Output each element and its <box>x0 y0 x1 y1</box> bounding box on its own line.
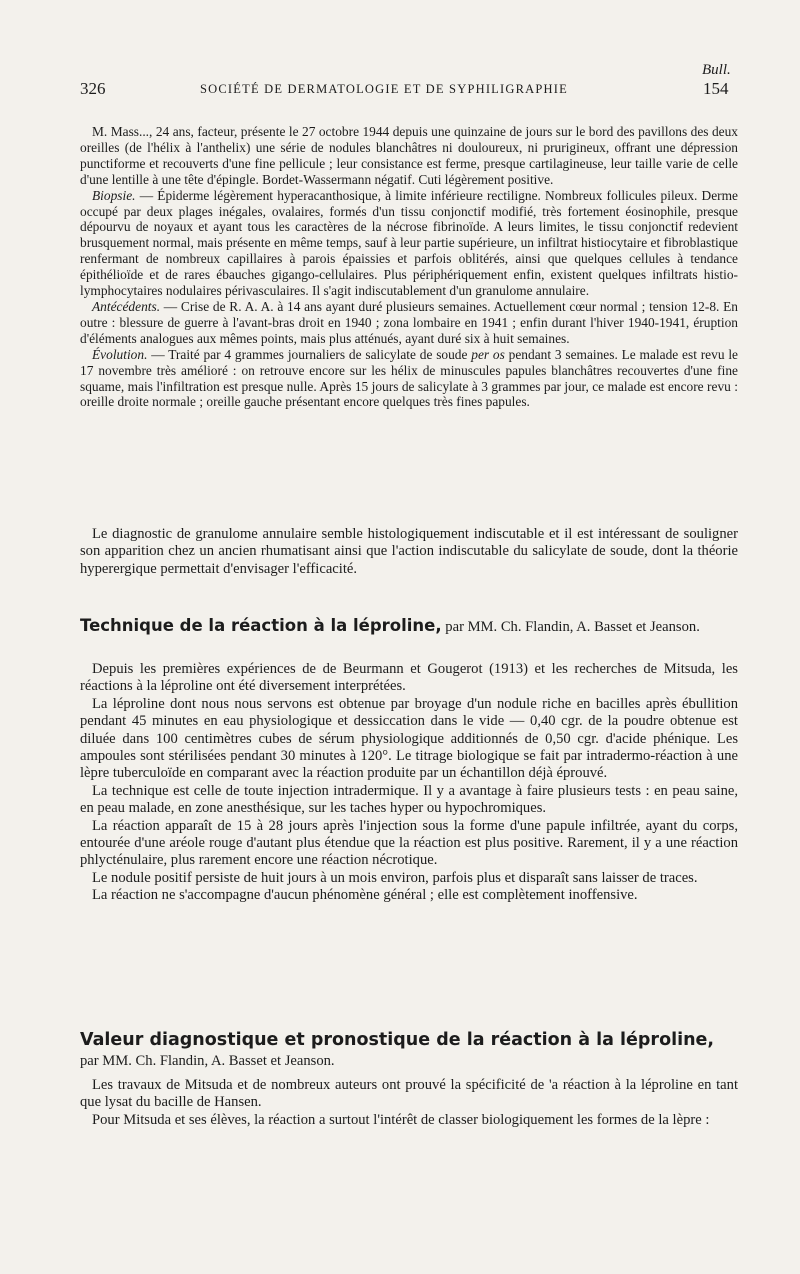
bulletin-label: Bull. <box>702 62 731 78</box>
running-header: SOCIÉTÉ DE DERMATOLOGIE ET DE SYPHILIGRAPHIE <box>200 82 568 96</box>
evolution-text-a: — Traité par 4 grammes journaliers de salicylate de soude <box>147 346 472 362</box>
article1-paragraph: La réaction apparaît de 15 à 28 jours après l'injection sous la forme d'une papule infiltrée, ayant du corps, entourée d'une aréole rouge d'autant plus étendue que la réaction est plus positive. Rarement, il y a une réaction phlycténulaire, plus rarement encore une réaction nécrotique. <box>80 817 738 869</box>
evolution-label: Évolution. <box>92 346 148 362</box>
evolution-paragraph <box>80 347 738 411</box>
case-report <box>80 124 738 410</box>
biopsy-label: Biopsie. <box>92 187 136 203</box>
article1-body <box>80 661 738 905</box>
article1-authors: par MM. Ch. Flandin, A. Basset et Jeanson. <box>441 619 700 635</box>
history-text: — Crise de R. A. A. à 14 ans ayant duré plusieurs semaines. Actuellement cœur normal ; tension 12-8. En outre : blessure de guerre à l'avant-bras droit en 1940 ; zona lombaire en 1941 ; enfin durant l'hiver 1940-1941, éruption d'éléments analogues aux mêmes points, mais plus atténués, ayant duré six à huit semaines. <box>80 298 738 346</box>
article1-heading <box>80 616 738 637</box>
biopsy-paragraph <box>80 188 738 299</box>
article1-title: Technique de la réaction à la léproline, <box>80 616 442 635</box>
article1-paragraph: La réaction ne s'accompagne d'aucun phénomène général ; elle est complètement inoffensive. <box>92 887 638 904</box>
article2-paragraph: Pour Mitsuda et ses élèves, la réaction a surtout l'intérêt de classer biologiquement les formes de la lèpre : <box>92 1111 710 1128</box>
conclusion <box>80 526 738 578</box>
page-number: 326 <box>80 79 106 98</box>
evolution-latin: per os <box>471 346 505 362</box>
article2-paragraph: Les travaux de Mitsuda et de nombreux auteurs ont prouvé la spécificité de 'a réaction à la léproline en tant que lysat du bacille de Hansen. <box>80 1077 738 1111</box>
article1-paragraph: La technique est celle de toute injection intradermique. Il y a avantage à faire plusieurs tests : en peau saine, en peau malade, en zone anesthésique, sur les taches hyper ou hypochromiques. <box>80 782 738 817</box>
conclusion-paragraph: Le diagnostic de granulome annulaire semble histologiquement indiscutable et il est intéressant de souligner son apparition chez un ancien rhumatisant ainsi que l'action indiscutable du salicylate de soude, dont la théorie hyperergique permettait d'envisager l'efficacité. <box>80 526 738 577</box>
history-paragraph <box>80 299 738 347</box>
article1-paragraph: Le nodule positif persiste de huit jours à un mois environ, parfois plus et disparaît sans laisser de traces. <box>92 869 698 886</box>
case-paragraph: M. Mass..., 24 ans, facteur, présente le 27 octobre 1944 depuis une quinzaine de jours sur le bord des pavillons des deux oreilles (de l'hélix à l'anthelix) une série de nodules blanchâtres ni douloureux, ni prurigineux, offrant une dépression punctiforme et recouverts d'une fine pellicule ; leur consistance est ferme, presque cartilagineuse, leur taille varie de celle d'une lentille à une tête d'épingle. Bordet-Wassermann négatif. Cuti légèrement positive. <box>80 124 738 187</box>
article1-paragraph: La léproline dont nous nous servons est obtenue par broyage d'un nodule riche en bacilles après ébullition pendant 45 minutes en eau physiologique et dessiccation dans le vide — 0,40 cgr. de la poudre obtenue est diluée dans 100 centimètres cubes de sérum physiologique additionnés de 0,50 cgr. d'acide phénique. Les ampoules sont stérilisées pendant 30 minutes à 120°. Le titrage biologique se fait par intradermo-réaction à une lèpre tuberculoïde en comparant avec la réaction produite par un échantillon déjà éprouvé. <box>80 695 738 782</box>
article2-authors: par MM. Ch. Flandin, A. Basset et Jeanson. <box>80 1053 335 1069</box>
article1-paragraph: Depuis les premières expériences de de Beurmann et Gougerot (1913) et les recherches de Mitsuda, les réactions à la léproline ont été diversement interprétées. <box>80 661 738 695</box>
issue-number: 154 <box>703 79 729 98</box>
history-label: Antécédents. <box>92 298 161 314</box>
biopsy-text: — Épiderme légèrement hyperacanthosique, à limite inférieure rectiligne. Nombreux follicules pileux. Derme occupé par deux plages inégales, ovalaires, formés d'un tissu conjonctif modifié, très fortement éosinophile, presque dépourvu de noyaux et ayant tous les caractères de la nécrose fibrinoïde. A leurs limites, le tissu conjonctif redevient brusquement normal, mais présente en même temps, sauf à leur partie supérieure, un infiltrat histiocytaire et fibroblastique renfermant de nombreux capillaires à parois épaissies et parfois oblitérés, ainsi que quelques cellules à tendance épithélioïde et de rares ébauches gigango-cellulaires. Plus périphériquement enfin, existent quelques infiltrats histio-lymphocytaires nodulaires périvasculaires. Il s'agit indiscutablement d'un granulome annulaire. <box>80 187 738 299</box>
evolution-text-b: pendant 3 semaines. Le malade est revu le 17 novembre très amélioré : on retrouve encore sur les hélix de minuscules papules blanchâtres recouvertes d'une fine squame, mais l'infiltration est presque nulle. Après 15 jours de salicylate à 3 grammes par jour, ce malade est encore revu : oreille droite normale ; oreille gauche présentant encore quelques très fines papules. <box>80 346 739 410</box>
article2-title: Valeur diagnostique et pronostique de la réaction à la léproline, <box>80 1030 715 1050</box>
article2-body <box>80 1077 738 1129</box>
article2-heading <box>80 1030 738 1071</box>
